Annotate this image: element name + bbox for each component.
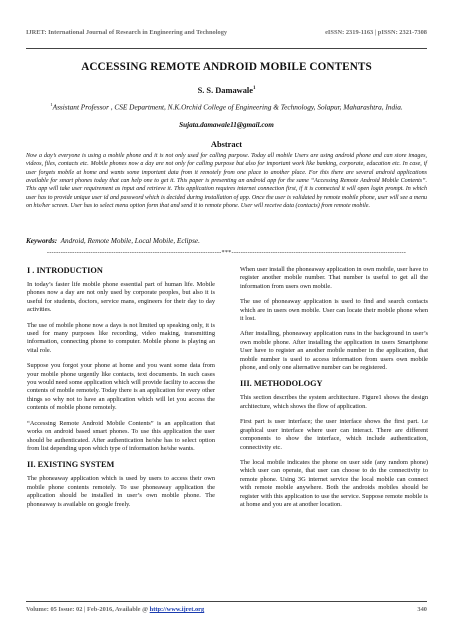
abstract-text: Now a day’s everyone is using a mobile phone and it is not only used for calling purpose. Today all mobile Users are using android phone and can store images, videos, files, contacts etc. Mobile phones now a day are not only for calling purpose but also for important work like banking, corporate, education etc. In case, if user forgets mobile at home and wants some important data from it remotely from one place to another place. For this there are several android applications available for smart phones today that can help one to get it. This paper is presenting an android app for the same “Accessing Remote Android Mobile Contents”. This app will take user requirement as input and retrieve it. This application requires internet connection first, if it is connected it will open login prompt. In which user has to provide unique user id and password which is decided during installation of app. Once the user is validated by remote mobile phone, user will see a menu on his/her screen. User has to select menu option form that and send it to remote phone. User will receive data (contacts) from remote mobile. (26, 153, 427, 210)
right-column (240, 266, 428, 516)
paragraph: In today’s faster life mobile phone essential part of human life. Mobile phones now a day are not only used by corporate peoples, but also it is useful for students, doctors, service mans, engineers for their day to day activities. (27, 281, 215, 314)
keywords-text: Android, Remote Mobile, Local Mobile, Eclipse. (60, 237, 200, 245)
author-email: Sujata.damawale11@gmail.com (179, 121, 274, 129)
author-superscript: 1 (252, 86, 256, 92)
paragraph: “Accessing Remote Android Mobile Contents” is an application that works on android based smart phones. To use this application the user should be authenticated. After authentication he/she has to select option from list depending upon which type of information he/she wants. (27, 419, 215, 452)
intro-heading: I . INTRODUCTION (27, 266, 103, 275)
footer-volume (26, 606, 204, 613)
page-number: 340 (417, 606, 427, 613)
abstract-heading: Abstract (210, 140, 243, 149)
journal-name: IJRET: International Journal of Research in Engineering and Technology (26, 29, 228, 36)
paragraph: Suppose you forgot your phone at home and you want some data from your mobile phone urgently like contacts, text documents. In such cases you would need some application which will provide facility to access the contents of mobile remotely. Today there is an application for every other things so why not to have an application which will let you access the contents of mobile phone remotely. (27, 362, 215, 412)
journal-header (26, 29, 427, 36)
header-rule (26, 48, 427, 49)
footer-rule (26, 601, 427, 602)
paragraph: The use of mobile phone now a days is not limited up speaking only, it is used for many purposes like recording, video making, transmitting information, connecting phone to computer. Mobile phone is playing an vital role. (27, 321, 215, 354)
section-divider: ----------------------------------------------------------------------------***---------------------------------------------------------------------------- (46, 249, 407, 256)
paragraph: After installing, phoneaway application runs in the background in user’s own mobile phone. After installing the application in users Smartphone User have to register an another mobile number in the application, that mobile number is used to access information from users own mobile phone, and only one alternative number can be registered. (240, 330, 428, 372)
paragraph: The local mobile indicates the phone on user side (any random phone) which user can operate, that user can choose to do the connectivity to remote phone. Using 3G internet service the local mobile can connect with remote mobile anywhere. Both the androids mobiles should be register with this application to use the service. Suppose remote mobile is at home and you are at another location. (240, 458, 428, 508)
issn: eISSN: 2319-1163 | pISSN: 2321-7308 (325, 29, 427, 36)
keywords-label: Keywords: (26, 237, 58, 245)
author-line (26, 86, 427, 95)
keywords (26, 237, 427, 245)
affiliation-superscript: 1 (50, 102, 53, 107)
paragraph: The use of phoneaway application is used to find and search contacts which are in users own mobile. User can locate their mobile phone when it lost. (240, 298, 428, 323)
paragraph: When user install the phoneaway application in own mobile, user have to register another mobile number. That number is useful to get all the information from users own mobile. (240, 266, 428, 290)
left-column (27, 266, 215, 516)
volume-text: Volume: 05 Issue: 02 | Feb-2016, Available @ (26, 606, 150, 613)
paragraph: First part is user interface; the user interface shows the first part. i.e graphical user interface where user can interact. There are different components to show the interface, which include authentication, connectivity etc. (240, 418, 428, 451)
paper-title: ACCESSING REMOTE ANDROID MOBILE CONTENTS (81, 61, 372, 73)
journal-link[interactable]: http://www.ijret.org (149, 606, 205, 613)
paragraph: The phoneaway application which is used by users to access their own mobile phone contents remotely. To use phoneaway application the application should be installed in user’s own mobile phone. The phoneaway is available on google freely. (27, 475, 215, 508)
existing-system-heading: II. EXISTING SYSTEM (27, 460, 115, 470)
page-footer (26, 606, 427, 613)
methodology-heading: III. METHODOLOGY (240, 379, 323, 389)
author-name: S. S. Damawale (197, 86, 253, 95)
paragraph: This section describes the system architecture. Figure1 shows the design architecture, which shows the flow of application. (240, 394, 428, 410)
affiliation-text: Assistant Professor , CSE Department, N.K.Orchid College of Engineering & Technology, Solapur, Maharashtra, India. (52, 102, 403, 112)
affiliation (40, 100, 413, 111)
